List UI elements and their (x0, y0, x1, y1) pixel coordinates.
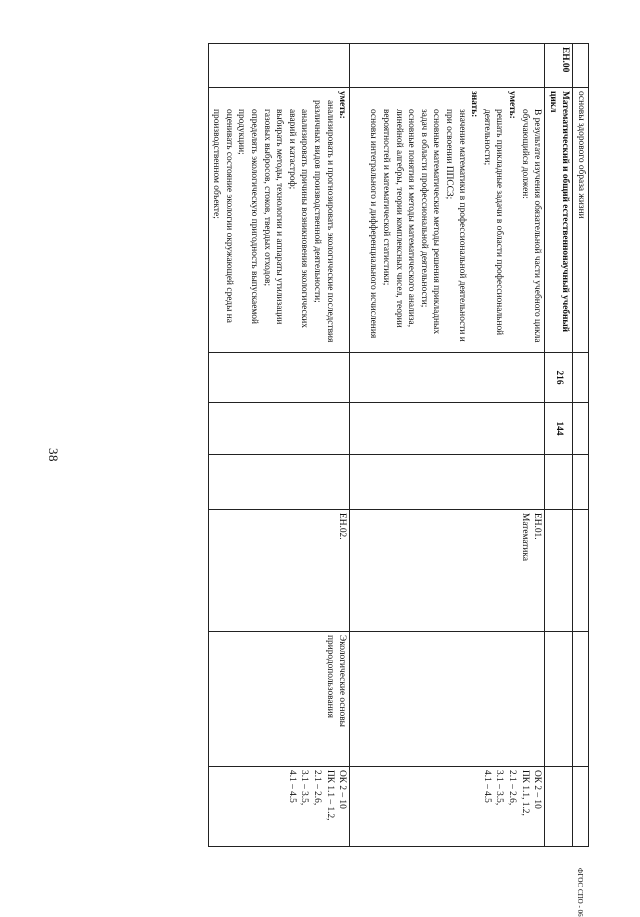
cell-en01-discipline (350, 510, 545, 632)
en01-znat-label: знать: (469, 91, 480, 118)
en01-umet-label: уметь: (507, 91, 518, 119)
en01-competency: ПК 1.1, 1.2, (519, 770, 530, 816)
en02-competency: ОК 2 – 10 (337, 770, 348, 809)
page-number: 38 (46, 448, 61, 462)
en01-competency: 4.1 – 4.5 (481, 770, 492, 803)
table-row (573, 44, 589, 847)
en02-umet-label: уметь: (337, 91, 348, 119)
en02-umet-item: выбирать методы, технологии и аппараты утилизации газовых выбросов, стоков, твердых отходов; (261, 109, 285, 325)
en01-znat-item: значение математики в профессиональной деятельности и при освоении ППССЗ; (444, 109, 467, 342)
en02-code: ЕН.02. (337, 513, 348, 540)
rotated-table (99, 43, 589, 846)
cell-en02-name (208, 632, 350, 767)
en02-umet-item: анализировать и прогнозировать экологические последствия различных видов производственной деятельности; (312, 100, 335, 343)
cell-en02-description (208, 88, 350, 353)
footer-label: ФГОС СПО - 06 (576, 868, 584, 917)
cell-en02-discipline (208, 510, 350, 632)
table-row-en01 (350, 44, 545, 847)
en01-competency: 3.1 – 3.5, (494, 770, 505, 806)
curriculum-table (208, 43, 589, 847)
en02-umet-item: определять экологическую пригодность выпускаемой продукции; (236, 109, 260, 324)
en02-umet-item: анализировать причины возникновения экологических аварий и катастроф; (286, 109, 310, 328)
en01-znat-item: основы интегрального и дифференциального исчисления (368, 109, 379, 339)
table-row-en02 (208, 44, 350, 847)
cell-code-en00: ЕН.00 (545, 44, 573, 88)
cell-index (573, 44, 589, 88)
en02-umet-item: оценивать состояние экологии окружающей среды на производственном объекте; (211, 109, 234, 323)
en01-intro: В результате изучения обязательной части учебного цикла обучающийся должен: (519, 109, 543, 343)
en02-competency: 4.1 – 4.5 (286, 770, 297, 803)
zdorov-text: основы здорового образа жизни (576, 91, 586, 219)
en01-name: Математика (519, 513, 530, 561)
en02-competency: 3.1 – 3.5, (299, 770, 310, 806)
en02-competency: 2.1 – 2.6, (312, 770, 323, 806)
cell-description (573, 88, 589, 353)
table-row-en00 (545, 44, 573, 847)
en01-competency: 2.1 – 2.6, (507, 770, 518, 806)
en01-znat-item: основные понятия и методы математического анализа, линейной алгебры, теории комплексных чисел, теории вероятностей и математической статистики; (381, 109, 417, 328)
cell-en01-competencies (350, 767, 545, 847)
cell-hours-max: 216 (545, 353, 573, 403)
cell-en01-description (350, 88, 545, 353)
en02-name: Экологические основы природопользования (324, 635, 348, 727)
cell-hours-aud: 144 (545, 403, 573, 455)
cell-cycle-title: Математический и общий естественнонаучный учебный цикл (545, 88, 573, 353)
en01-znat-item: основные математические методы решения прикладных задач в области профессиональной деятельности; (418, 109, 442, 335)
en01-code: ЕН.01. (532, 513, 543, 540)
en02-competency: ПК 1.1 – 1.2, (324, 770, 335, 821)
en01-competency: ОК 2 – 10 (532, 770, 543, 809)
curriculum-table-wrapper (99, 43, 589, 846)
en01-umet-item: решать прикладные задачи в области профессиональной деятельности; (481, 109, 505, 336)
cell-en02-competencies (208, 767, 350, 847)
